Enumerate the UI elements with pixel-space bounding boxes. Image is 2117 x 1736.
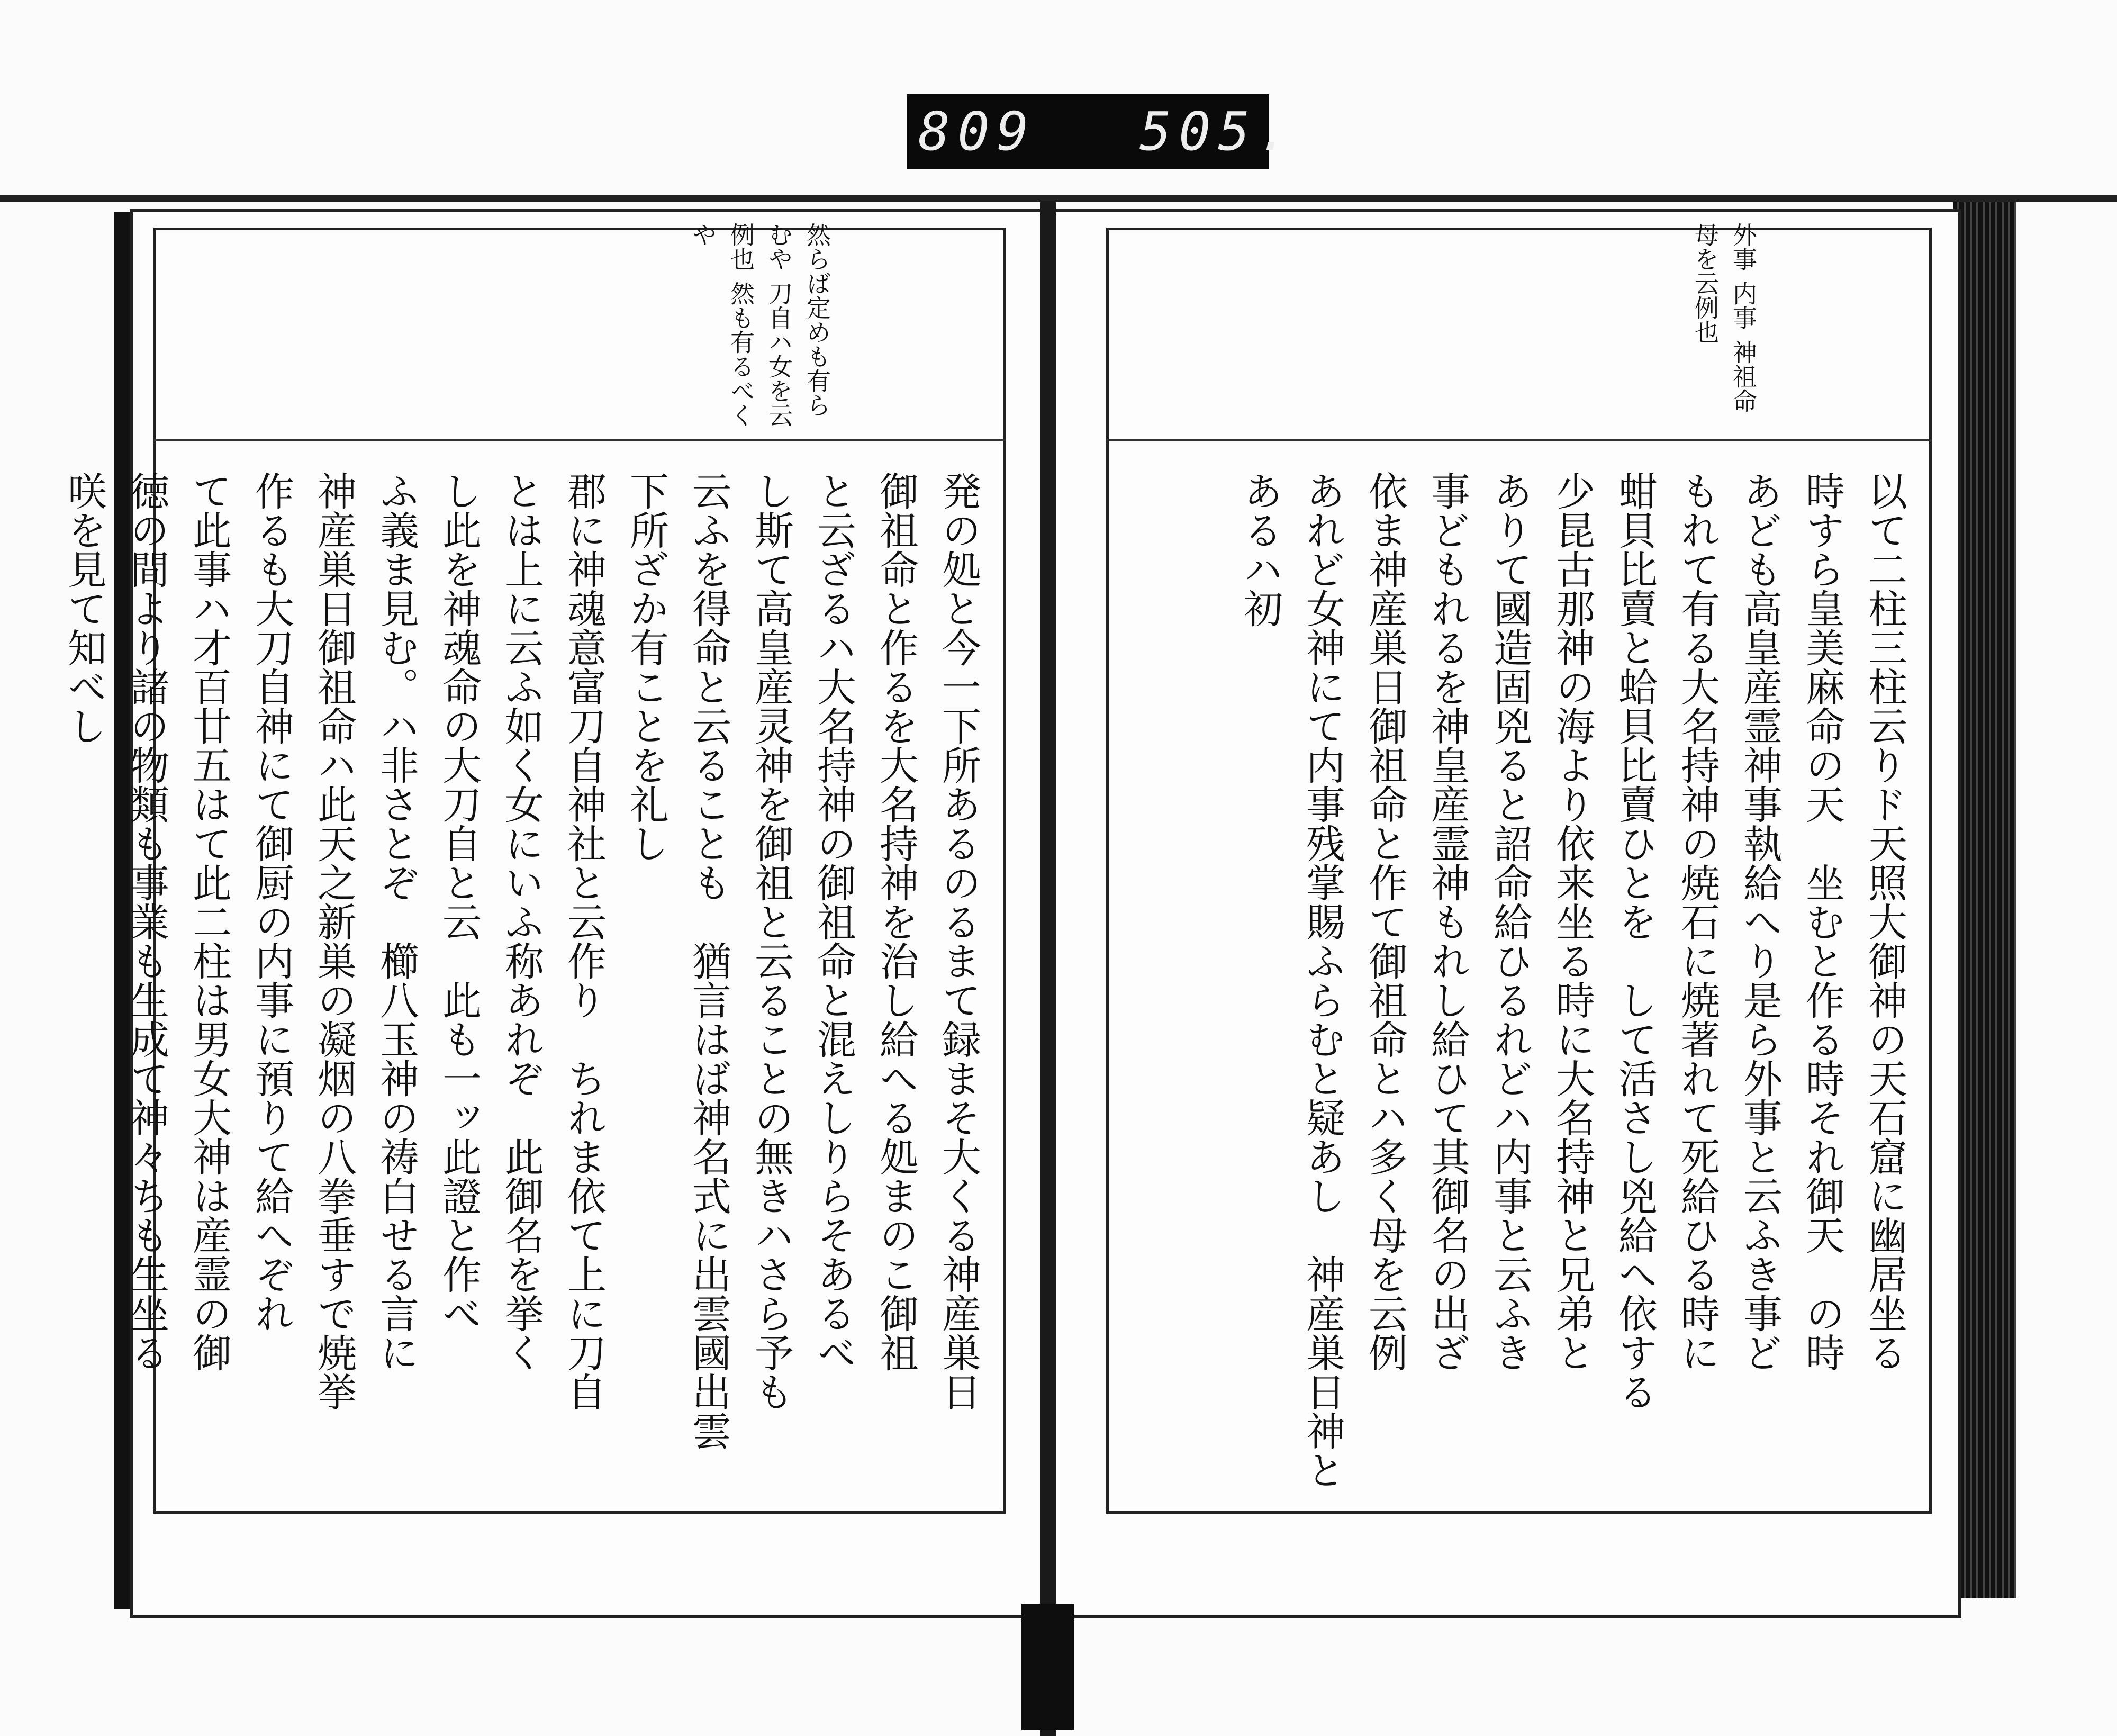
text-line: あれど女神にて内事残掌賜ふらむと疑あし 神産巣日神とあるハ初 <box>1237 471 1345 1489</box>
text-line: と云ざるハ大名持神の御祖命と混えしりらそあるべ <box>811 471 856 1372</box>
headnote: 神祖命 母を云例也 <box>1691 222 1758 437</box>
text-line: し此を神魂命の大刀自と云 此も一ッ此證と作べ <box>436 471 482 1333</box>
text-line: 蚶貝比賣と蛤貝比賣ひとを して活さし兇給へ依する <box>1612 471 1658 1411</box>
text-line: し斯て高皇産灵神を御祖と云ることの無きハさら予も <box>748 471 794 1411</box>
headnote: 然らば定めも有らむや <box>765 222 831 417</box>
text-line: 少昆古那神の海より依来坐る時に大名持神と兄弟と <box>1550 471 1595 1372</box>
text-line: 発の処と今一下所あるのるまて録まそ大くる神産巣日 <box>936 471 981 1411</box>
text-line: もれて有る大名持神の焼石に焼著れて死給ひる時に <box>1675 471 1720 1372</box>
book-spine <box>1040 201 1056 1736</box>
frame-number-left: 809 <box>918 101 1036 162</box>
left-header-rule <box>153 439 1006 441</box>
text-line: あども高皇産霊神事執給へり是ら外事と云ふき事ど <box>1737 471 1783 1372</box>
book-spine-foot <box>1021 1604 1074 1730</box>
text-line: とは上に云ふ如く女にいふ称あれぞ 此御名を挙く <box>499 471 544 1372</box>
text-line: ふ義ま見む。ハ非さとぞ 櫛八玉神の祷白せる言に <box>374 471 419 1372</box>
right-page-headnotes <box>1180 222 1762 437</box>
book-cover-right <box>1953 201 2016 1598</box>
left-page-body <box>61 471 990 1493</box>
text-line: 時すら皇美麻命の天 坐むと作る時それ御天 の時 <box>1799 471 1845 1372</box>
text-line: 以て二柱三柱云りド天照大御神の天石窟に幽居坐る <box>1862 471 1907 1372</box>
left-page-headnotes <box>370 222 836 434</box>
text-line: 作るも大刀自神にて御厨の内事に預りて給へぞれ <box>249 471 294 1333</box>
text-line: 徳の間より諸の物類も事業も生成て神々ちも生坐る <box>124 471 169 1372</box>
text-line: 依ま神産巣日御祖命と作て御祖命とハ多く母を云例 <box>1362 471 1408 1372</box>
headnote: 然も有るべくや <box>689 222 755 427</box>
headnote: 刀自ハ女を云例也 <box>727 222 793 427</box>
right-header-rule <box>1106 439 1932 441</box>
headnote: 外事 <box>1729 222 1758 271</box>
text-line: 事どもれるを神皇産霊神もれし給ひて其御名の出ざ <box>1425 471 1470 1372</box>
text-line: 郡に神魂意富刀自神社と云作り ちれま依て上に刀自 <box>561 471 607 1411</box>
text-line: 咲を見て知べし <box>61 471 107 745</box>
text-line: 神産巣日御祖命ハ此天之新巣の凝烟の八拳垂すで焼挙 <box>311 471 357 1411</box>
headnote: 内事 <box>1729 281 1758 330</box>
frame-number-right: 505. <box>1139 101 1297 162</box>
frame-number-label <box>907 94 1297 169</box>
right-page-body <box>1133 471 1916 1493</box>
text-line: 御祖命と作るを大名持神を治し給へる処まのこ御祖 <box>873 471 919 1372</box>
text-line: て此事ハ才百廿五はて此二柱は男女大神は産霊の御 <box>186 471 232 1372</box>
text-line: 下所ざか有ことを礼し <box>623 471 669 863</box>
book-edge-top <box>0 195 2117 202</box>
text-line: ありて國造固兇ると詔命給ひるれどハ内事と云ふき <box>1487 471 1533 1372</box>
text-line: 云ふを得命と云ることも 猶言はば神名式に出雲國出雲 <box>686 471 731 1450</box>
